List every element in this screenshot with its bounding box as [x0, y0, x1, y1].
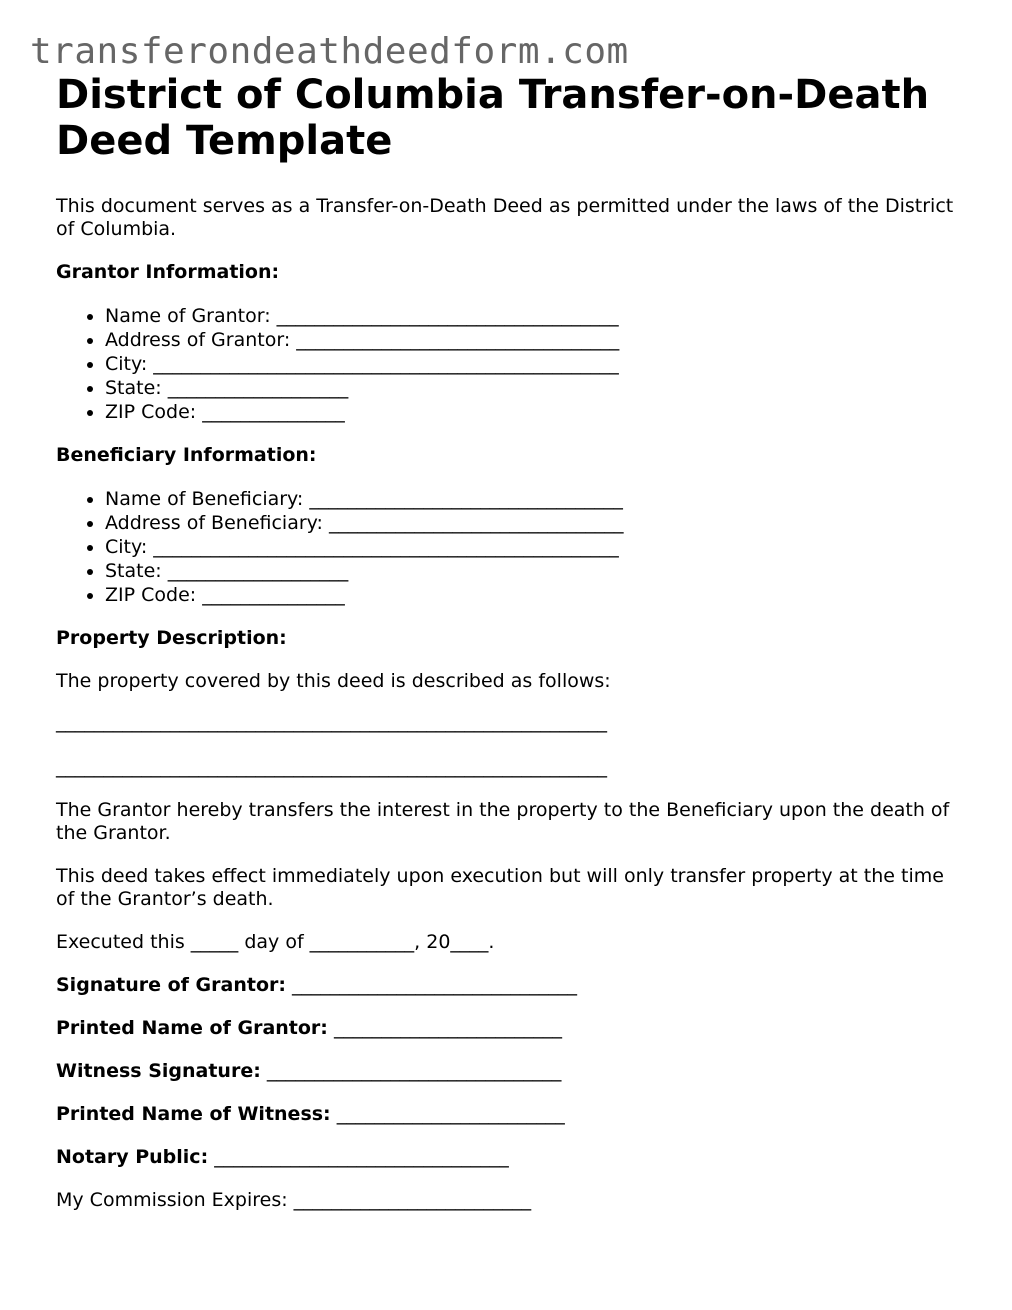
grantor-signature-label: Signature of Grantor: — [56, 974, 286, 996]
grantor-state-field: • State: ___________________ — [105, 376, 956, 400]
grantor-section-heading: Grantor Information: — [56, 261, 280, 283]
beneficiary-field-list — [56, 487, 956, 607]
property-blank-line-2: __________________________________________________________ — [56, 756, 607, 778]
document-title: District of Columbia Transfer-on-Death Deed Template — [56, 72, 930, 164]
property-blank-line-1: __________________________________________________________ — [56, 711, 607, 733]
beneficiary-name-field: • Name of Beneficiary: _________________________________ — [105, 487, 956, 511]
notary-public-blank: _______________________________ — [214, 1146, 509, 1168]
grantor-address-field: • Address of Grantor: __________________________________ — [105, 328, 956, 352]
grantor-zip-field: • ZIP Code: _______________ — [105, 400, 956, 424]
commission-expires-line: My Commission Expires: _________________________ — [56, 1189, 532, 1211]
grantor-printed-name-blank: ________________________ — [333, 1017, 562, 1039]
witness-printed-name-line — [56, 1103, 956, 1126]
witness-signature-blank: _______________________________ — [266, 1060, 562, 1082]
grantor-signature-line — [56, 974, 956, 997]
beneficiary-address-field: • Address of Beneficiary: _______________________________ — [105, 511, 956, 535]
deed-document — [56, 72, 956, 1212]
grantor-field-list — [56, 304, 956, 424]
transfer-paragraph: The Grantor hereby transfers the interest in the property to the Beneficiary upon the death of the Grantor. — [56, 799, 950, 844]
grantor-printed-name-line — [56, 1017, 956, 1040]
beneficiary-zip-field: • ZIP Code: _______________ — [105, 583, 956, 607]
property-description-text: The property covered by this deed is described as follows: — [56, 670, 611, 692]
grantor-city-field: • City: _________________________________________________ — [105, 352, 956, 376]
beneficiary-section-heading: Beneficiary Information: — [56, 444, 317, 466]
executed-date-line: Executed this _____ day of ___________, 20____. — [56, 931, 495, 953]
witness-printed-name-label: Printed Name of Witness: — [56, 1103, 331, 1125]
witness-signature-line — [56, 1060, 956, 1083]
site-watermark: transferondeathdeedform.com — [30, 31, 629, 72]
beneficiary-state-field: • State: ___________________ — [105, 559, 956, 583]
witness-signature-label: Witness Signature: — [56, 1060, 261, 1082]
effect-paragraph: This deed takes effect immediately upon execution but will only transfer property at the time of the Grantor’s death. — [56, 865, 944, 910]
grantor-name-field: • Name of Grantor: ____________________________________ — [105, 304, 956, 328]
beneficiary-city-field: • City: _________________________________________________ — [105, 535, 956, 559]
property-section-heading: Property Description: — [56, 627, 287, 649]
notary-public-label: Notary Public: — [56, 1146, 209, 1168]
grantor-printed-name-label: Printed Name of Grantor: — [56, 1017, 328, 1039]
grantor-signature-blank: ______________________________ — [292, 974, 578, 996]
intro-paragraph: This document serves as a Transfer-on-Death Deed as permitted under the laws of the District of Columbia. — [56, 195, 954, 240]
notary-public-line — [56, 1146, 956, 1169]
witness-printed-name-blank: ________________________ — [336, 1103, 565, 1125]
